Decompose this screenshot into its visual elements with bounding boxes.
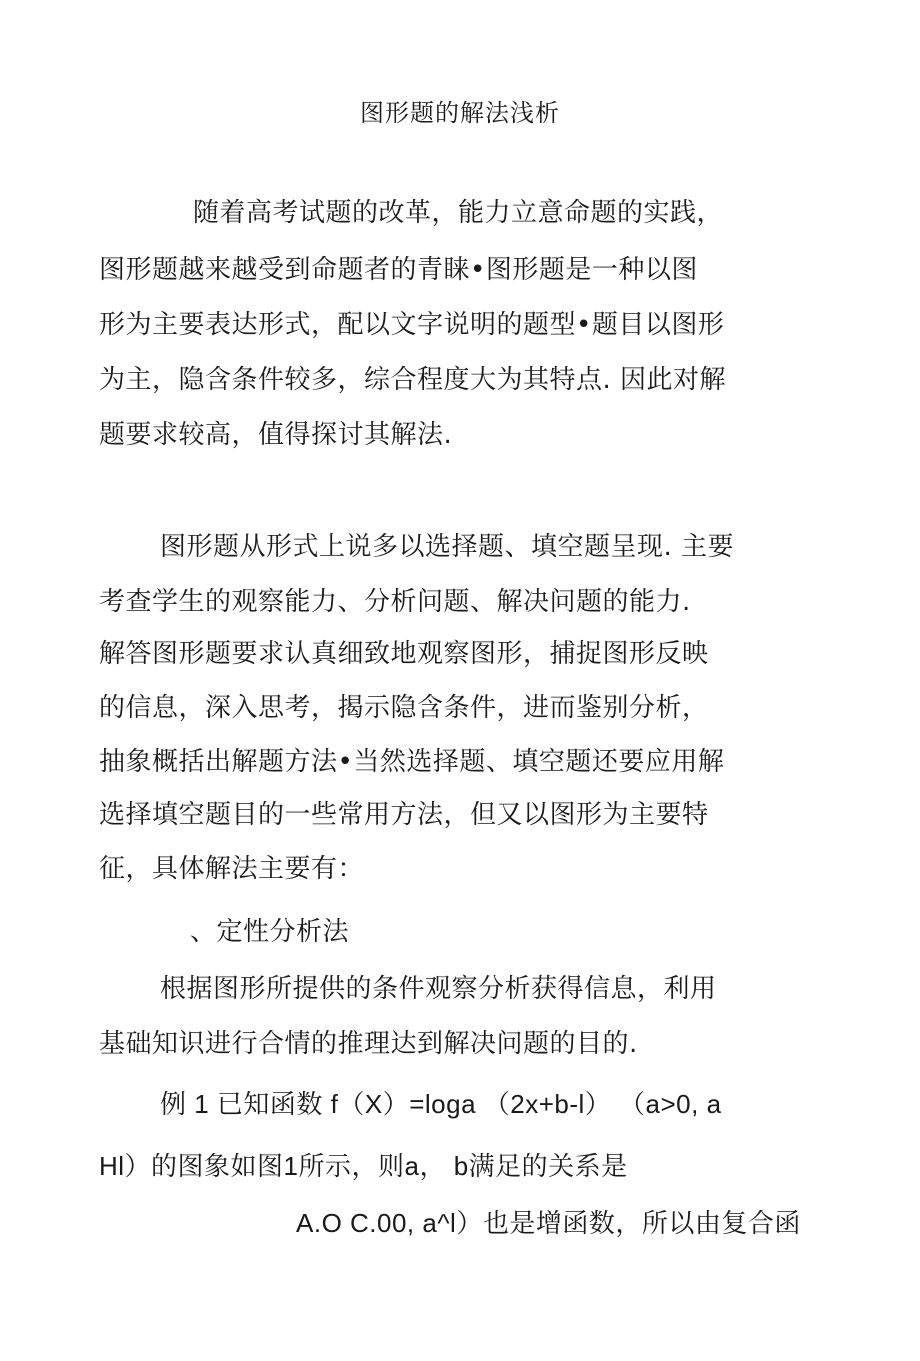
- paragraph-line: 选择填空题目的一些常用方法，但又以图形为主要特: [99, 800, 709, 830]
- paragraph-line: 根据图形所提供的条件观察分析获得信息，利用: [160, 974, 717, 1004]
- paragraph-line: 基础知识进行合情的推理达到解决问题的目的.: [99, 1029, 638, 1059]
- document-title: 图形题的解法浅析: [360, 99, 560, 127]
- paragraph-line: 图形题越来越受到命题者的青睐•图形题是一种以图: [99, 255, 698, 285]
- example-line: Hl）的图象如图1所示，则a， b满足的关系是: [99, 1151, 628, 1181]
- paragraph-line: 的信息，深入思考，揭示隐含条件，进而鉴别分析，: [99, 693, 709, 723]
- paragraph-line: 为主，隐含条件较多，综合程度大为其特点. 因此对解: [99, 365, 727, 395]
- paragraph-line: 解答图形题要求认真细致地观察图形，捕捉图形反映: [99, 639, 709, 669]
- paragraph-line: 考查学生的观察能力、分析问题、解决问题的能力.: [99, 587, 691, 617]
- section-heading: 、定性分析法: [190, 917, 350, 947]
- paragraph-line: 图形题从形式上说多以选择题、填空题呈现. 主要: [160, 532, 735, 562]
- paragraph-line: 抽象概括出解题方法•当然选择题、填空题还要应用解: [99, 747, 725, 777]
- example-line: 例 1 已知函数 f（X）=loga （2x+b-l） （a>0, a: [160, 1089, 722, 1119]
- paragraph-line: 形为主要表达形式，配以文字说明的题型•题目以图形: [99, 310, 725, 340]
- example-line: A.O C.00, a^l）也是增函数，所以由复合函: [296, 1208, 801, 1238]
- paragraph-line: 随着高考试题的改革，能力立意命题的实践，: [193, 198, 724, 228]
- paragraph-line: 征，具体解法主要有：: [99, 854, 365, 884]
- paragraph-line: 题要求较高，值得探讨其解法.: [99, 420, 453, 450]
